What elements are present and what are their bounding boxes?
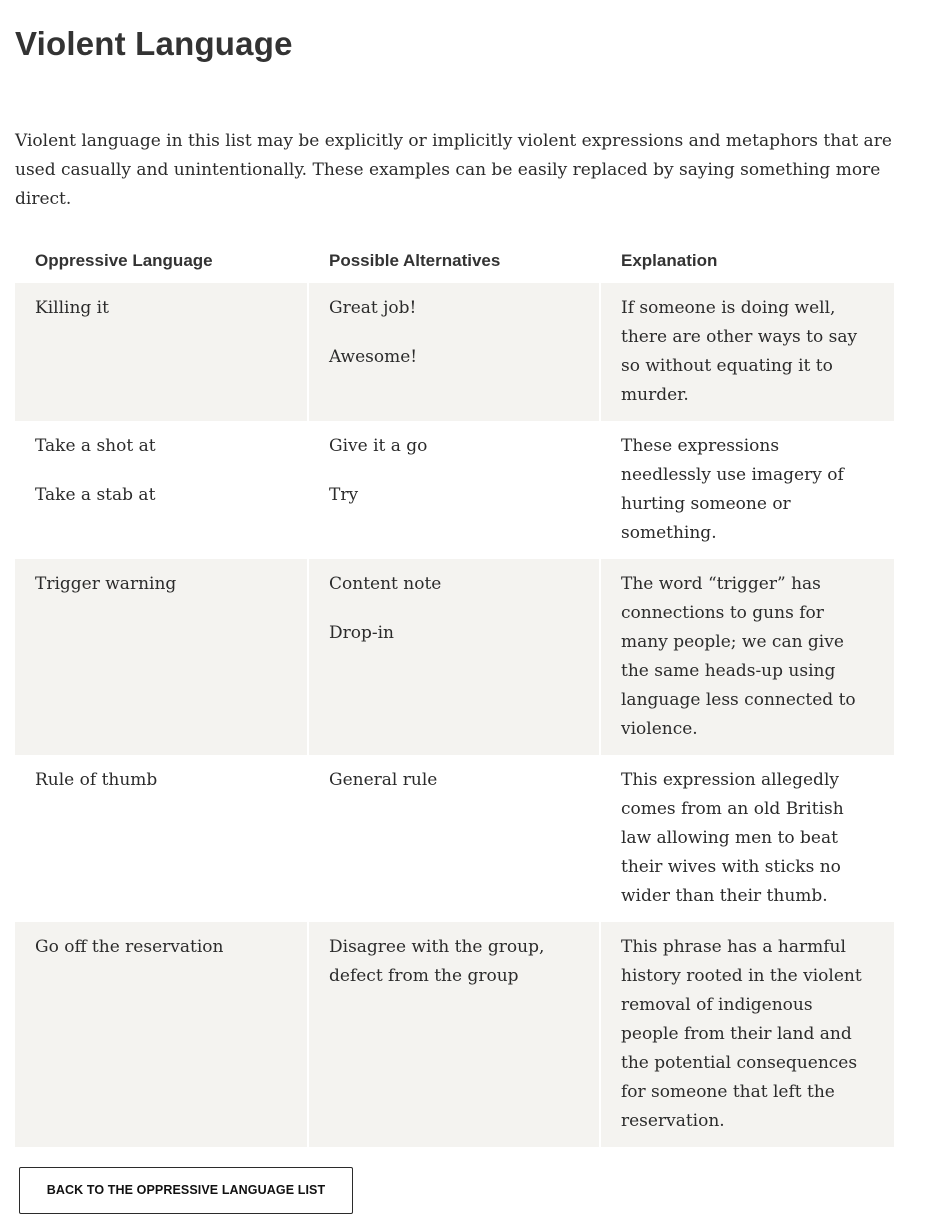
- oppressive-cell: [15, 283, 307, 421]
- intro-paragraph: Violent language in this list may be explicitly or implicitly violent expressions and metaphors that are used casually and unintentionally. These examples can be easily replaced by saying something more direct.: [15, 131, 892, 209]
- oppressive-cell: [15, 559, 307, 755]
- language-table: [13, 234, 896, 1147]
- alternatives-cell: [309, 421, 599, 559]
- table-row: [15, 922, 894, 1147]
- alternative-term: General rule: [329, 770, 438, 790]
- oppressive-term: Killing it: [35, 298, 109, 318]
- column-header-alternatives: Possible Alternatives: [329, 251, 501, 270]
- oppressive-cell: [15, 755, 307, 922]
- column-header-oppressive: Oppressive Language: [35, 251, 213, 270]
- oppressive-cell: [15, 421, 307, 559]
- alternative-term: Content note: [329, 574, 442, 594]
- oppressive-cell: [15, 922, 307, 1147]
- table-row: [15, 283, 894, 421]
- oppressive-term: Trigger warning: [35, 574, 177, 594]
- table-row: [15, 421, 894, 559]
- table-header-row: [15, 234, 894, 283]
- table-row: [15, 559, 894, 755]
- table-row: [15, 755, 894, 922]
- page-title: Violent Language: [15, 25, 293, 62]
- oppressive-term: Take a shot at: [35, 436, 156, 456]
- alternative-term: Drop-in: [329, 623, 395, 643]
- column-header-explanation: Explanation: [621, 251, 718, 270]
- alternative-term: Awesome!: [329, 347, 418, 367]
- alternative-term: Disagree with the group, defect from the group: [329, 937, 545, 986]
- explanation-cell: These expressions needlessly use imagery of hurting someone or something.: [621, 436, 844, 543]
- alternative-term: Great job!: [329, 298, 417, 318]
- explanation-cell: This expression allegedly comes from an old British law allowing men to beat their wives with sticks no wider than their thumb.: [621, 770, 844, 906]
- explanation-cell: The word “trigger” has connections to guns for many people; we can give the same heads-up using language less connected to violence.: [601, 559, 894, 755]
- alternatives-cell: [309, 755, 599, 922]
- oppressive-term: Take a stab at: [35, 485, 156, 505]
- alternatives-cell: [309, 559, 599, 755]
- oppressive-term: Rule of thumb: [35, 770, 158, 790]
- back-to-list-button[interactable]: BACK TO THE OPPRESSIVE LANGUAGE LIST: [19, 1167, 353, 1214]
- oppressive-term: Go off the reservation: [35, 937, 224, 957]
- alternatives-cell: [309, 283, 599, 421]
- explanation-cell: This phrase has a harmful history rooted in the violent removal of indigenous people from their land and the potential consequences for someone that left the reservation.: [601, 922, 894, 1147]
- alternatives-cell: [309, 922, 599, 1147]
- explanation-cell: If someone is doing well, there are other ways to say so without equating it to murder.: [601, 283, 894, 421]
- alternative-term: Give it a go: [329, 436, 428, 456]
- alternative-term: Try: [329, 485, 359, 505]
